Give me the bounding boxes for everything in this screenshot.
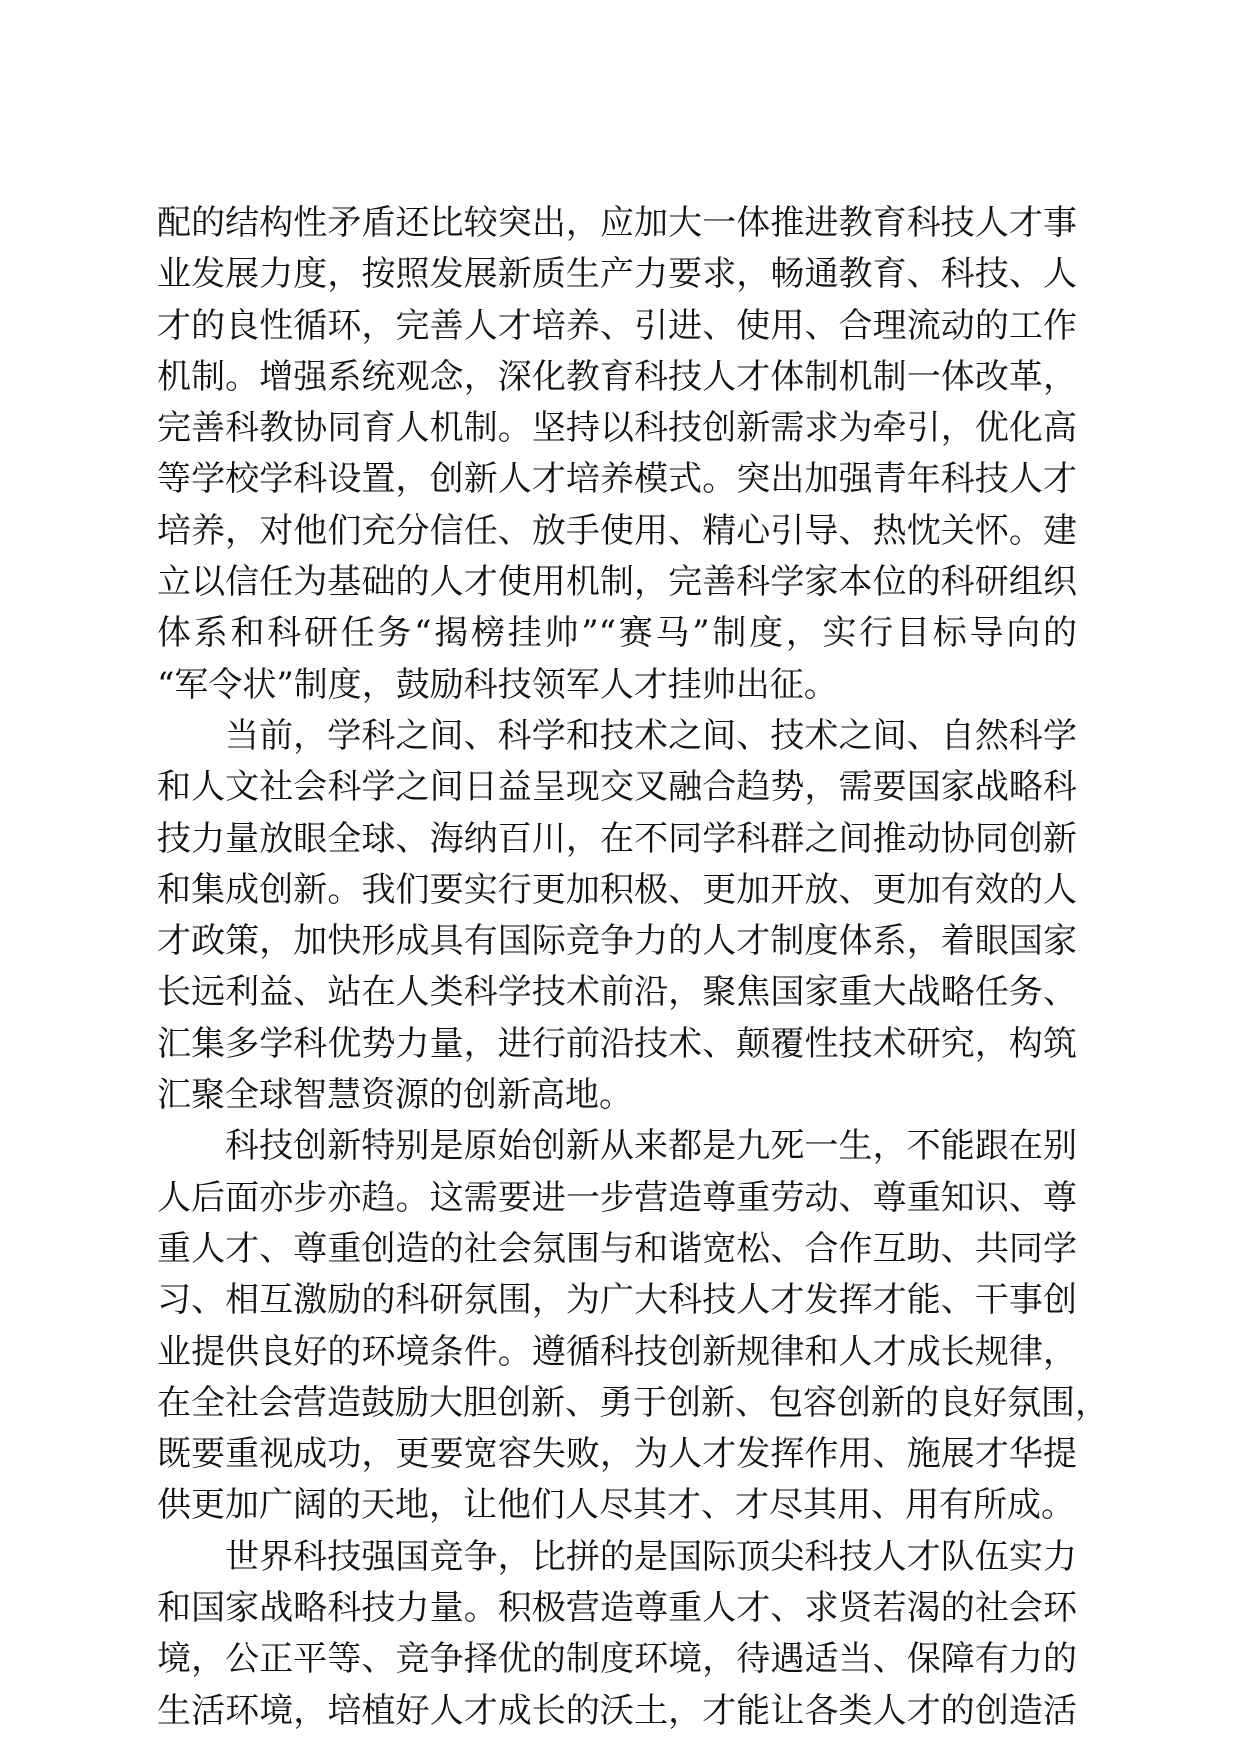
text-line: 既要重视成功，更要宽容失败，为人才发挥作用、施展才华提: [157, 1434, 1077, 1475]
text-line: 技力量放眼全球、海纳百川，在不同学科群之间推动协同创新: [157, 818, 1077, 859]
text-line: 和集成创新。我们要实行更加积极、更加开放、更加有效的人: [157, 869, 1077, 910]
text-line: 业提供良好的环境条件。遵循科技创新规律和人才成长规律，: [157, 1331, 1077, 1372]
text-line: “军令状”制度，鼓励科技领军人才挂帅出征。: [157, 664, 838, 705]
paragraph: [157, 198, 1077, 711]
text-line: 机制。增强系统观念，深化教育科技人才体制机制一体改革，: [157, 356, 1077, 397]
text-line: 在全社会营造鼓励大胆创新、勇于创新、包容创新的良好氛围，: [157, 1382, 1109, 1423]
text-line: 体系和科研任务“揭榜挂帅”“赛马”制度，实行目标导向的: [157, 613, 1077, 654]
text-line: 立以信任为基础的人才使用机制，完善科学家本位的科研组织: [157, 562, 1077, 603]
text-line: 配的结构性矛盾还比较突出，应加大一体推进教育科技人才事: [157, 203, 1077, 243]
text-line: 才政策，加快形成具有国际竞争力的人才制度体系，着眼国家: [157, 921, 1077, 962]
paragraph: [157, 1121, 1109, 1531]
text-line: 重人才、尊重创造的社会氛围与和谐宽松、合作互助、共同学: [157, 1228, 1077, 1269]
text-line: 汇聚全球智慧资源的创新高地。: [157, 1075, 633, 1116]
text-line: 境，公正平等、竞争择优的制度环境，待遇适当、保障有力的: [157, 1639, 1077, 1680]
text-line: 才的良性循环，完善人才培养、引进、使用、合理流动的工作: [157, 305, 1077, 346]
text-line: 世界科技强国竞争，比拼的是国际顶尖科技人才队伍实力: [225, 1536, 1077, 1577]
text-line: 汇集多学科优势力量，进行前沿技术、颠覆性技术研究，构筑: [157, 1023, 1077, 1064]
text-line: 培养，对他们充分信任、放手使用、精心引导、热忱关怀。建: [157, 510, 1077, 551]
text-line: 等学校学科设置，创新人才培养模式。突出加强青年科技人才: [157, 459, 1077, 500]
text-line: 完善科教协同育人机制。坚持以科技创新需求为牵引，优化高: [157, 408, 1077, 449]
text-line: 供更加广阔的天地，让他们人尽其才、才尽其用、用有所成。: [157, 1485, 1075, 1526]
text-line: 习、相互激励的科研氛围，为广大科技人才发挥才能、干事创: [157, 1280, 1077, 1321]
text-line: 人后面亦步亦趋。这需要进一步营造尊重劳动、尊重知识、尊: [157, 1177, 1077, 1218]
paragraph: [157, 1532, 1077, 1737]
text-line: 长远利益、站在人类科学技术前沿，聚焦国家重大战略任务、: [157, 972, 1077, 1013]
text-line: 业发展力度，按照发展新质生产力要求，畅通教育、科技、人: [157, 254, 1077, 295]
text-line: 生活环境，培植好人才成长的沃土，才能让各类人才的创造活: [157, 1690, 1077, 1731]
body-text: [157, 198, 1109, 1737]
text-line: 和国家战略科技力量。积极营造尊重人才、求贤若渴的社会环: [157, 1588, 1077, 1629]
text-line: 和人文社会科学之间日益呈现交叉融合趋势，需要国家战略科: [157, 767, 1077, 808]
text-line: 科技创新特别是原始创新从来都是九死一生，不能跟在别: [225, 1126, 1077, 1167]
paragraph: [157, 711, 1077, 1121]
text-line: 当前，学科之间、科学和技术之间、技术之间、自然科学: [225, 715, 1077, 756]
